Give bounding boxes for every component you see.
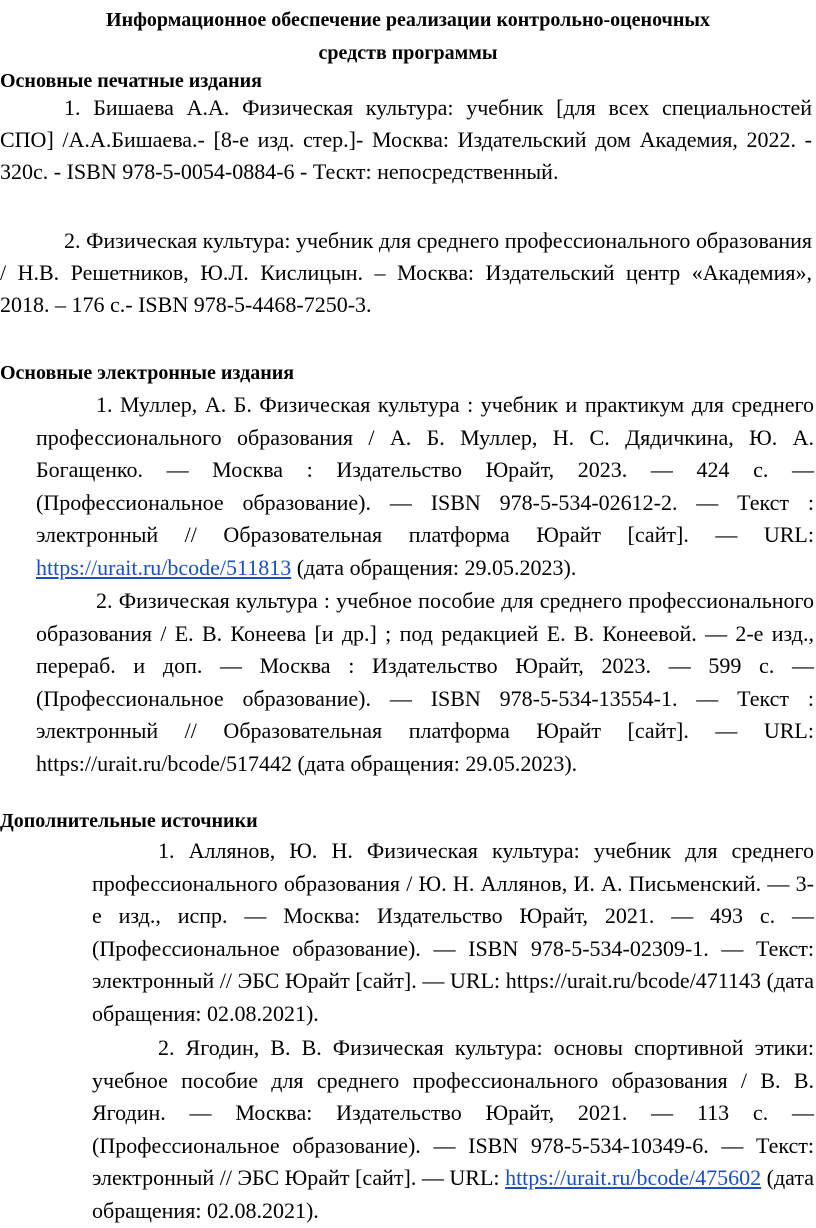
section-heading-electronic: Основные электронные издания [0,362,295,384]
electronic-item-1 [36,389,814,585]
title-line-1: Информационное обеспечение реализации контрольно-оценочных [106,9,710,31]
item-number: 1. [158,838,175,863]
item-link[interactable]: https://urait.ru/bcode/511813 [36,554,292,580]
item-text-tail: (дата обращения: 29.05.2023). [291,554,577,580]
item-number: 1. [96,392,113,417]
document-title [0,4,816,70]
section-heading-additional: Дополнительные источники [0,810,258,832]
item-text: Физическая культура : учебное пособие для среднего профессионального образования / Е. В. Конеева [и др.] ; под редакцией Е. В. Конеевой. — 2-е изд., перераб. и доп. — Москва : Издательство Юрайт, 2023. — 599 с. — (Профессиональное образование). — ISBN 978-5-534-13554-1. — Текст : электронный // Образовательная платформа Юрайт [сайт]. — URL: https://urait.ru/bcode/517442 (дата обращения: 29.05.2023). [36,588,814,776]
item-text: Ягодин, В. В. Физическая культура: основы спортивной этики: учебное пособие для среднего профессионального образования / В. В. Ягодин. — Москва: Издательство Юрайт, 2021. — 113 с. — (Профессиональное образование). — ISBN 978-5-534-10349-6. — Текст: электронный // ЭБС Юрайт [сайт]. — URL: [92,1035,814,1191]
item-number: 1. [64,95,81,120]
item-number: 2. [96,588,113,613]
title-line-2: средств программы [318,42,498,64]
item-text: Муллер, А. Б. Физическая культура : учебник и практикум для среднего профессионального образования / А. Б. Муллер, Н. С. Дядичкина, Ю. А. Богащенко. — Москва : Издательство Юрайт, 2023. — 424 с. — (Профессиональное образование). — ISBN 978-5-534-02612-2. — Текст : электронный // Образовательная платформа Юрайт [сайт]. — URL: [36,392,814,548]
electronic-item-2 [36,585,814,781]
item-text: Физическая культура: учебник для среднего профессионального образования / Н.В. Решетников, Ю.Л. Кислицын. – Москва: Издательский центр «Академия», 2018. – 176 с.- ISBN 978-5-4468-7250-3. [0,228,812,317]
item-text: Аллянов, Ю. Н. Физическая культура: учебник для среднего профессионального образования / Ю. Н. Аллянов, И. А. Письменский. — 3-е изд., испр. — Москва: Издательство Юрайт, 2021. — 493 с. — (Профессиональное образование). — ISBN 978-5-534-02309-1. — Текст: электронный // ЭБС Юрайт [сайт]. — URL: https://urait.ru/bcode/471143 (дата обращения: 02.08.2021). [92,838,815,1026]
printed-item-2 [0,225,812,321]
section-heading-printed: Основные печатные издания [0,70,262,92]
item-number: 2. [64,228,81,253]
additional-item-2 [92,1032,814,1228]
item-number: 2. [158,1035,175,1060]
printed-item-1 [0,92,812,188]
item-text: Бишаева А.А. Физическая культура: учебник [для всех специальностей СПО] /А.А.Бишаева.- [8-е изд. стер.]- Москва: Издательский дом Академия, 2022. - 320с. - ISBN 978-5-0054-0884-6 - Тескт: непосредственный. [0,95,812,184]
item-link[interactable]: https://urait.ru/bcode/475602 [505,1165,762,1191]
item-text-tail: (дата обращения: 02.08.2021). [92,1165,814,1223]
additional-item-1 [92,835,814,1031]
